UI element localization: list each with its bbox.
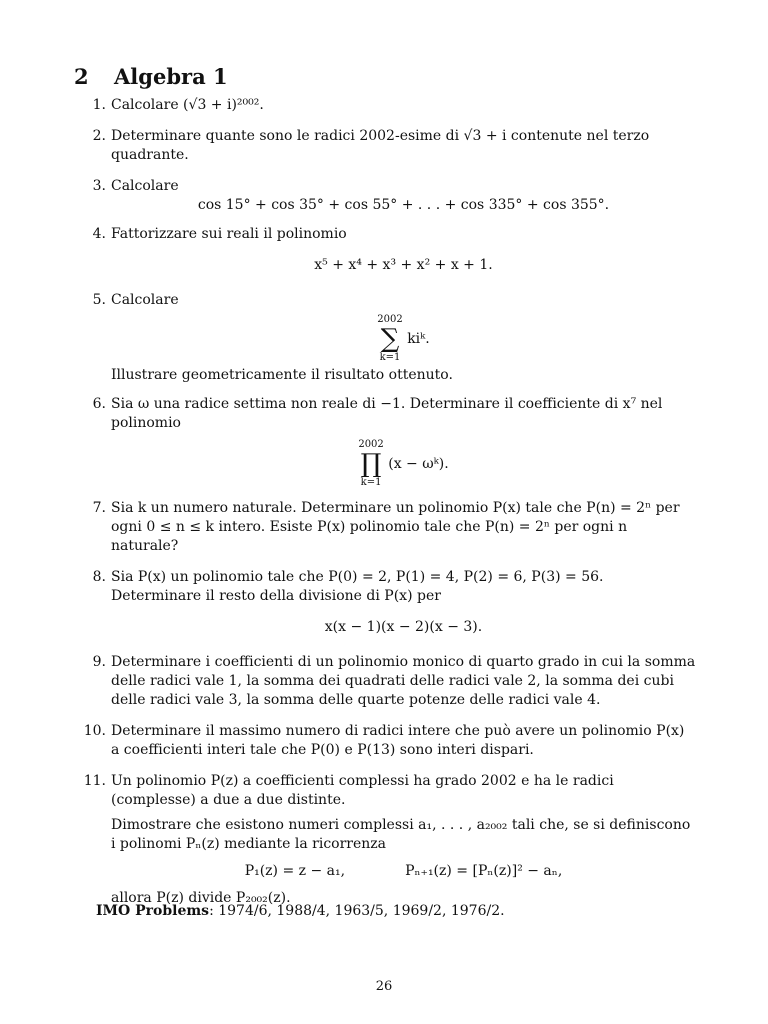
problem-8 xyxy=(0,568,768,637)
sum-body: kiᵏ. xyxy=(407,331,430,347)
problem-5 xyxy=(0,291,768,385)
problem-9 xyxy=(0,653,768,710)
problem-number: 5. xyxy=(92,292,106,308)
display-equation: x(x − 1)(x − 2)(x − 3). xyxy=(324,619,483,635)
problem-paragraph: Dimostrare che esistono numeri complessi a₁, . . . , a₂₀₀₂ tali che, se si definiscono i polinomi Pₙ(z) mediante la ricorrenza xyxy=(111,817,691,852)
problem-text: Determinare il massimo numero di radici intere che può avere un polinomio P(x) a coefficienti interi tale che P(0) e P(13) sono interi dispari. xyxy=(111,723,685,758)
problem-4 xyxy=(0,225,768,275)
problem-number: 6. xyxy=(92,396,106,412)
problem-1 xyxy=(0,96,768,115)
imo-list: : 1974/6, 1988/4, 1963/5, 1969/2, 1976/2. xyxy=(209,903,505,919)
display-equation: cos 15° + cos 35° + cos 55° + . . . + cos 335° + cos 355°. xyxy=(197,197,610,213)
problem-text: Calcolare xyxy=(111,292,179,308)
problem-text: Calcolare xyxy=(111,178,179,194)
problem-7 xyxy=(0,499,768,556)
problem-number: 11. xyxy=(83,773,106,789)
problem-conclusion: allora P(z) divide P₂₀₀₂(z). xyxy=(111,890,291,906)
sum-lower-limit: k=1 xyxy=(379,352,401,363)
problem-text: Sia P(x) un polinomio tale che P(0) = 2, P(1) = 4, P(2) = 6, P(3) = 56. Determinare il resto della divisione di P(x) per xyxy=(111,569,604,604)
problem-followup: Illustrare geometricamente il risultato ottenuto. xyxy=(111,367,453,383)
problem-3 xyxy=(0,177,768,215)
problem-number: 3. xyxy=(92,178,106,194)
recurrence-step: Pₙ₊₁(z) = [Pₙ(z)]² − aₙ, xyxy=(405,863,563,879)
problem-text: Fattorizzare sui reali il polinomio xyxy=(111,226,347,242)
prod-lower-limit: k=1 xyxy=(360,477,382,488)
product-operator xyxy=(358,439,383,489)
section-number: 2 xyxy=(74,64,89,89)
problem-text: Un polinomio P(z) a coefficienti complessi ha grado 2002 e ha le radici (complesse) a due a due distinte. xyxy=(111,773,614,808)
prod-upper-limit: 2002 xyxy=(358,439,384,450)
imo-problems-line xyxy=(96,902,505,921)
product-icon: ∏ xyxy=(360,449,382,479)
problem-text: Determinare quante sono le radici 2002-esime di √3 + i contenute nel terzo quadrante. xyxy=(111,128,650,163)
display-equation: x⁵ + x⁴ + x³ + x² + x + 1. xyxy=(314,257,493,273)
problem-2 xyxy=(0,127,768,165)
problem-number: 9. xyxy=(92,654,106,670)
recurrence-equations xyxy=(111,862,696,881)
problem-list xyxy=(0,96,768,920)
problem-text: Determinare i coefficienti di un polinomio monico di quarto grado in cui la somma delle radici vale 1, la somma dei quadrati delle radici vale 2, la somma dei cubi delle radici vale 3, la somma delle quarte potenze delle radici vale 4. xyxy=(111,654,696,708)
section-title: Algebra 1 xyxy=(114,64,228,89)
section-heading xyxy=(74,64,228,90)
summation-operator xyxy=(377,314,402,364)
problem-6 xyxy=(0,395,768,489)
problem-number: 2. xyxy=(92,128,106,144)
product-body: (x − ωᵏ). xyxy=(388,456,449,472)
problem-number: 4. xyxy=(92,226,106,242)
problem-11 xyxy=(0,772,768,908)
problem-number: 7. xyxy=(92,500,106,516)
problem-text: Sia ω una radice settima non reale di −1. Determinare il coefficiente di x⁷ nel polinomio xyxy=(111,396,663,431)
imo-label: IMO Problems xyxy=(96,903,210,919)
problem-number: 10. xyxy=(83,723,106,739)
problem-number: 1. xyxy=(92,97,106,113)
problem-number: 8. xyxy=(92,569,106,585)
problem-text: Calcolare (√3 + i)²⁰⁰². xyxy=(111,97,264,113)
recurrence-base: P₁(z) = z − a₁, xyxy=(244,863,346,879)
product-display xyxy=(111,439,696,489)
sum-upper-limit: 2002 xyxy=(377,314,403,325)
page-number: 26 xyxy=(375,979,393,994)
problem-10 xyxy=(0,722,768,760)
sigma-icon: ∑ xyxy=(380,324,400,354)
summation-display xyxy=(111,314,696,364)
problem-text: Sia k un numero naturale. Determinare un polinomio P(x) tale che P(n) = 2ⁿ per ogni 0 ≤ n ≤ k intero. Esiste P(x) polinomio tale che P(n) = 2ⁿ per ogni n naturale? xyxy=(111,500,680,554)
